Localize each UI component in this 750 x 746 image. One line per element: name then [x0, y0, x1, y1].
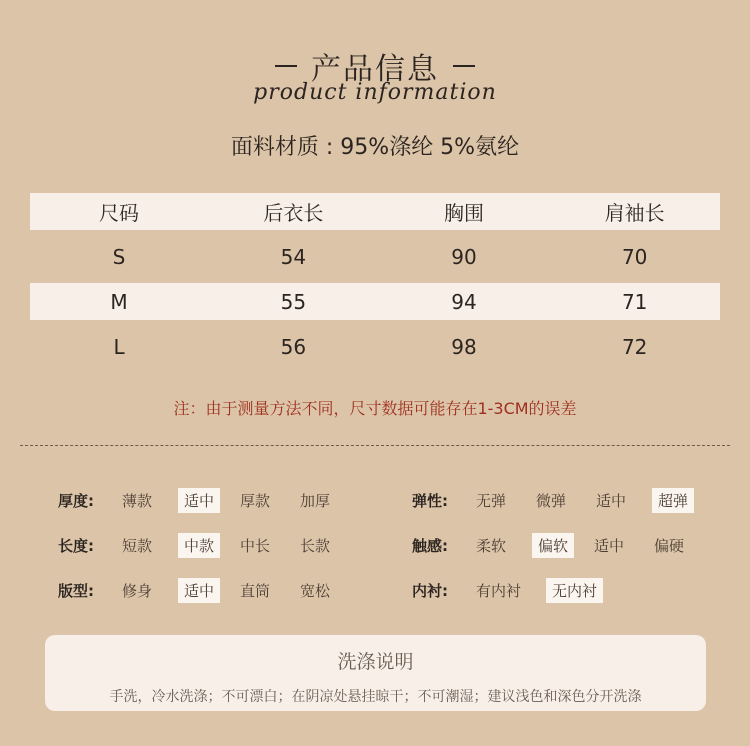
header-cell: 后衣长 — [263, 201, 324, 225]
option: 短款 — [122, 537, 153, 555]
attr-touch — [412, 533, 710, 558]
option-selected: 偏软 — [532, 533, 574, 558]
option: 适中 — [596, 492, 627, 510]
option-selected: 中款 — [178, 533, 220, 558]
attr-length — [58, 533, 356, 558]
option: 有内衬 — [476, 582, 522, 600]
option: 厚款 — [240, 492, 271, 510]
wash-title: 洗涤说明 — [337, 651, 414, 673]
header-cell: 尺码 — [99, 201, 140, 225]
size-cell: M — [110, 289, 128, 314]
wash-text: 手洗，冷水洗涤；不可漂白；在阴凉处悬挂晾干；不可潮湿；建议浅色和深色分开洗涤 — [109, 689, 642, 705]
header-cell: 肩袖长 — [604, 201, 665, 225]
option-selected: 超弹 — [652, 488, 694, 513]
option-selected: 适中 — [178, 488, 220, 513]
table-header-row — [30, 193, 720, 230]
option: 修身 — [122, 582, 153, 600]
option: 中长 — [240, 537, 271, 555]
attr-label: 长度: — [58, 537, 94, 555]
table-row — [30, 320, 720, 373]
option: 无弹 — [476, 492, 507, 510]
size-table — [30, 193, 720, 373]
table-cell: 71 — [621, 289, 648, 314]
table-cell: 55 — [280, 289, 307, 314]
table-row — [30, 283, 720, 320]
option: 薄款 — [122, 492, 153, 510]
attr-elasticity — [412, 488, 710, 513]
dashed-divider — [20, 445, 730, 446]
table-cell: 56 — [280, 334, 307, 359]
table-cell: 90 — [451, 244, 477, 269]
size-cell: L — [113, 334, 125, 359]
page-subtitle: product information — [253, 80, 497, 105]
option: 微弹 — [536, 492, 567, 510]
option: 宽松 — [300, 582, 331, 600]
wash-instructions-card — [45, 635, 706, 711]
attr-label: 弹性: — [412, 492, 448, 510]
option-selected: 适中 — [178, 578, 220, 603]
table-cell: 70 — [621, 244, 648, 269]
attr-thickness — [58, 488, 356, 513]
material-info: 面料材质 : 95%涤纶 5%氨纶 — [230, 135, 520, 160]
attr-fit — [58, 578, 356, 603]
right-dash — [453, 65, 475, 67]
title-text: 产品信息 — [311, 52, 439, 87]
left-dash — [275, 65, 297, 67]
attr-label: 版型: — [58, 582, 94, 600]
table-cell: 94 — [451, 289, 477, 314]
table-cell: 54 — [280, 244, 307, 269]
header-cell: 胸围 — [444, 201, 485, 225]
attr-label: 触感: — [412, 537, 448, 555]
option: 适中 — [594, 537, 625, 555]
attr-label: 厚度: — [58, 492, 94, 510]
option: 长款 — [300, 537, 331, 555]
option: 直筒 — [240, 582, 271, 600]
option: 偏硬 — [654, 537, 685, 555]
option-selected: 无内衬 — [546, 578, 603, 603]
size-cell: S — [112, 244, 126, 269]
measurement-note: 注：由于测量方法不同，尺寸数据可能存在1-3CM的误差 — [173, 399, 577, 418]
table-row — [30, 230, 720, 283]
table-cell: 72 — [621, 334, 648, 359]
table-cell: 98 — [451, 334, 477, 359]
attr-label: 内衬: — [412, 582, 448, 600]
attr-lining — [412, 578, 619, 603]
option: 柔软 — [476, 537, 507, 555]
option: 加厚 — [300, 492, 331, 510]
